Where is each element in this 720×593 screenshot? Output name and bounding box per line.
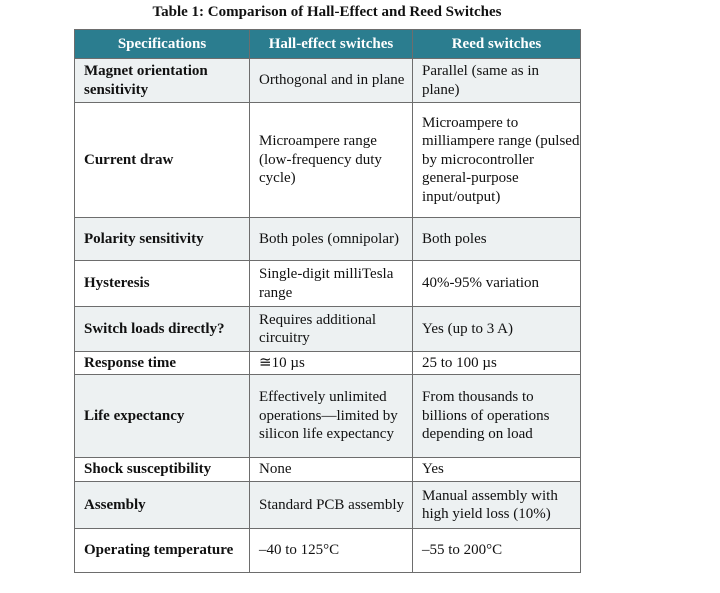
spec-cell: Magnet orientation sensitivity xyxy=(75,59,250,103)
hall-cell: Both poles (omnipolar) xyxy=(250,218,413,261)
comparison-table xyxy=(74,29,581,573)
header-row xyxy=(75,30,581,59)
reed-cell: Yes xyxy=(413,458,581,482)
reed-cell: 25 to 100 µs xyxy=(413,352,581,375)
spec-cell: Current draw xyxy=(75,103,250,218)
hall-cell: Requires additional circuitry xyxy=(250,307,413,352)
table-row xyxy=(75,352,581,375)
hall-cell: Standard PCB assembly xyxy=(250,482,413,529)
hall-cell: –40 to 125°C xyxy=(250,529,413,573)
table-row xyxy=(75,482,581,529)
spec-cell: Response time xyxy=(75,352,250,375)
table-row xyxy=(75,261,581,307)
hall-cell: Microampere range (low-frequency duty cycle) xyxy=(250,103,413,218)
table-row xyxy=(75,458,581,482)
table-row xyxy=(75,103,581,218)
hall-cell: Orthogonal and in plane xyxy=(250,59,413,103)
table-row xyxy=(75,59,581,103)
reed-cell: –55 to 200°C xyxy=(413,529,581,573)
reed-cell: Yes (up to 3 A) xyxy=(413,307,581,352)
header-hall-effect: Hall-effect switches xyxy=(250,30,413,59)
reed-cell: Parallel (same as in plane) xyxy=(413,59,581,103)
reed-cell: Microampere to milliampere range (pulsed by microcontroller general-purpose input/output) xyxy=(413,103,581,218)
header-specifications: Specifications xyxy=(75,30,250,59)
table-row xyxy=(75,375,581,458)
reed-cell: Manual assembly with high yield loss (10%) xyxy=(413,482,581,529)
reed-cell: From thousands to billions of operations depending on load xyxy=(413,375,581,458)
spec-cell: Switch loads directly? xyxy=(75,307,250,352)
reed-cell: Both poles xyxy=(413,218,581,261)
spec-cell: Operating temperature xyxy=(75,529,250,573)
spec-cell: Hysteresis xyxy=(75,261,250,307)
hall-cell: Single-digit milliTesla range xyxy=(250,261,413,307)
spec-cell: Assembly xyxy=(75,482,250,529)
spec-cell: Polarity sensitivity xyxy=(75,218,250,261)
hall-cell: None xyxy=(250,458,413,482)
table-caption: Table 1: Comparison of Hall-Effect and Reed Switches xyxy=(152,4,502,20)
spec-cell: Life expectancy xyxy=(75,375,250,458)
hall-cell: ≅10 µs xyxy=(250,352,413,375)
table-row xyxy=(75,529,581,573)
spec-cell: Shock susceptibility xyxy=(75,458,250,482)
table-row xyxy=(75,307,581,352)
table-row xyxy=(75,218,581,261)
hall-cell: Effectively unlimited operations—limited by silicon life expectancy xyxy=(250,375,413,458)
header-reed: Reed switches xyxy=(413,30,581,59)
reed-cell: 40%-95% variation xyxy=(413,261,581,307)
